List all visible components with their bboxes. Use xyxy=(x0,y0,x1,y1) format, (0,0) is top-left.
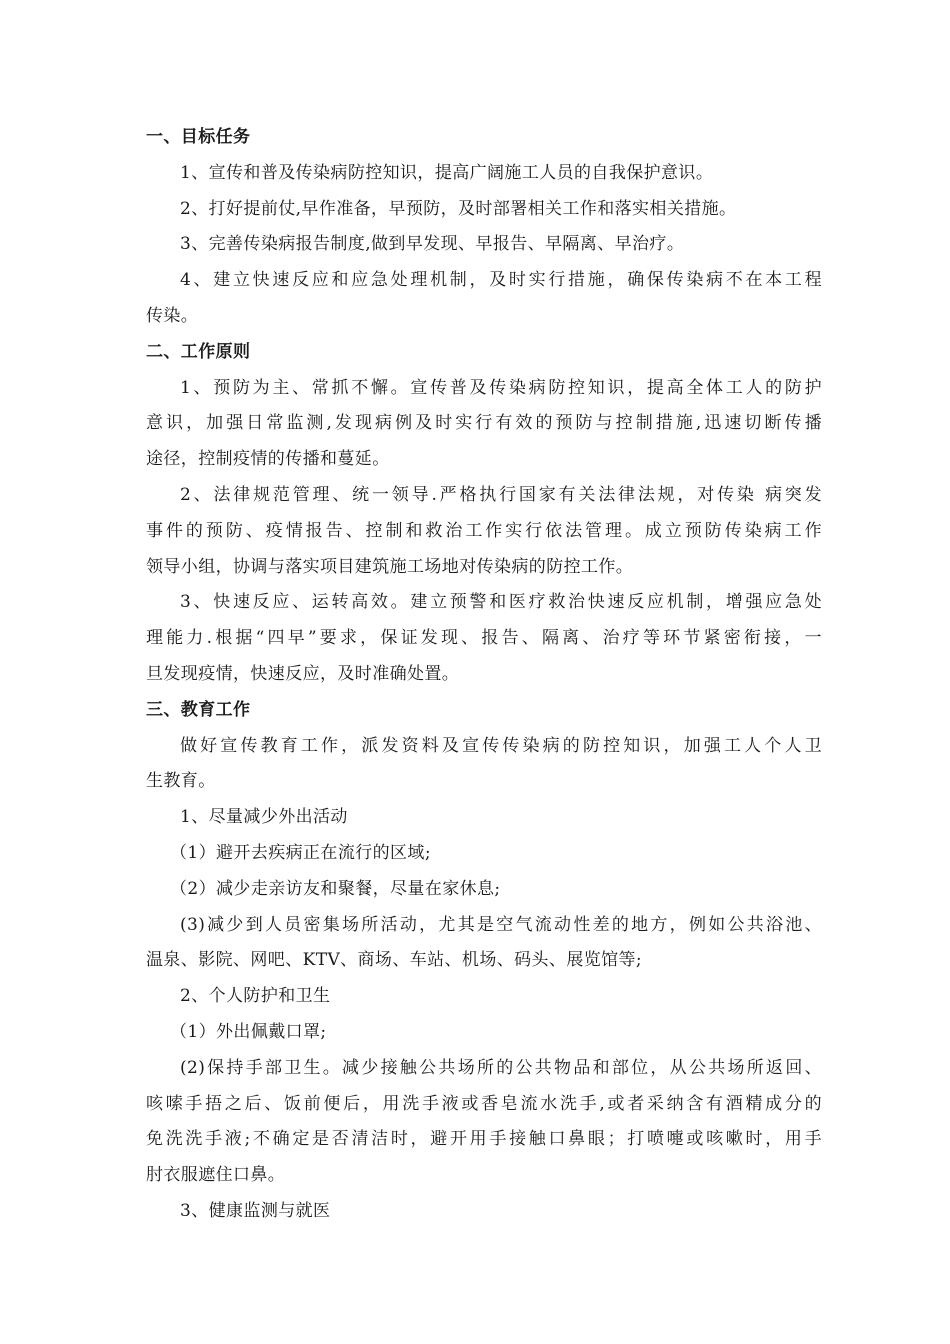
section-heading: 二、工作原则 xyxy=(146,341,251,362)
paragraph-line: 传染。 xyxy=(146,305,199,326)
paragraph-line: 理能力.根据“四早”要求，保证发现、报告、隔离、治疗等环节紧密衔接，一 xyxy=(146,628,822,649)
paragraph-line: 旦发现疫情，快速反应，及时准确处置。 xyxy=(146,663,460,684)
paragraph-line: (3)减少到人员密集场所活动，尤其是空气流动性差的地方，例如公共浴池、 xyxy=(180,914,822,935)
paragraph-line: 2、打好提前仗,早作准备，早预防，及时部署相关工作和落实相关措施。 xyxy=(180,198,737,219)
paragraph-line: 途径，控制疫情的传播和蔓延。 xyxy=(146,449,390,470)
paragraph-line: 生教育。 xyxy=(146,771,216,792)
document-body xyxy=(146,120,822,1230)
paragraph-line: 肘衣服遮住口鼻。 xyxy=(146,1165,286,1186)
section-heading: 三、教育工作 xyxy=(146,699,251,720)
paragraph-line: 3、完善传染病报告制度,做到早发现、早报告、早隔离、早治疗。 xyxy=(180,234,685,255)
paragraph-line: 做好宣传教育工作，派发资料及宣传传染病的防控知识，加强工人个人卫 xyxy=(180,735,822,756)
paragraph-line: （1）外出佩戴口罩; xyxy=(170,1021,327,1042)
paragraph-line: 1、尽量减少外出活动 xyxy=(180,807,348,828)
paragraph-line: 2、个人防护和卫生 xyxy=(180,986,331,1007)
paragraph-line: （1）避开去疾病正在流行的区域; xyxy=(170,842,431,863)
paragraph-line: 咳嗦手捂之后、饭前便后，用洗手液或香皂流水洗手,或者采纳含有酒精成分的 xyxy=(146,1093,822,1114)
section-heading: 一、目标任务 xyxy=(146,127,251,147)
paragraph-line: 3、快速反应、运转高效。建立预警和医疗救治快速反应机制，增强应急处 xyxy=(180,592,822,613)
paragraph-line: 事件的预防、疫情报告、控制和救治工作实行依法管理。成立预防传染病工作 xyxy=(146,520,822,541)
paragraph-line: (2)保持手部卫生。减少接触公共场所的公共物品和部位，从公共场所返回、 xyxy=(180,1057,822,1078)
paragraph-line: 免洗洗手液;不确定是否清洁时，避开用手接触口鼻眼；打喷嚏或咳嗽时，用手 xyxy=(146,1129,822,1150)
paragraph-line: 2、法律规范管理、统一领导.严格执行国家有关法律法规，对传染 病突发 xyxy=(180,484,822,505)
paragraph-line: 3、健康监测与就医 xyxy=(180,1200,331,1221)
paragraph-line: 意识，加强日常监测,发现病例及时实行有效的预防与控制措施,迅速切断传播 xyxy=(146,413,822,434)
paragraph-line: 4、建立快速反应和应急处理机制，及时实行措施，确保传染病不在本工程 xyxy=(180,270,822,291)
paragraph-line: 1、预防为主、常抓不懈。宣传普及传染病防控知识，提高全体工人的防护 xyxy=(180,377,822,398)
paragraph-line: 领导小组，协调与落实项目建筑施工场地对传染病的防控工作。 xyxy=(146,556,634,577)
paragraph-line: 1、宣传和普及传染病防控知识，提高广阔施工人员的自我保护意识。 xyxy=(180,162,714,183)
paragraph-line: 温泉、影院、网吧、KTV、商场、车站、机场、码头、展览馆等; xyxy=(146,950,643,971)
paragraph-line: （2）减少走亲访友和聚餐，尽量在家休息; xyxy=(170,878,501,899)
